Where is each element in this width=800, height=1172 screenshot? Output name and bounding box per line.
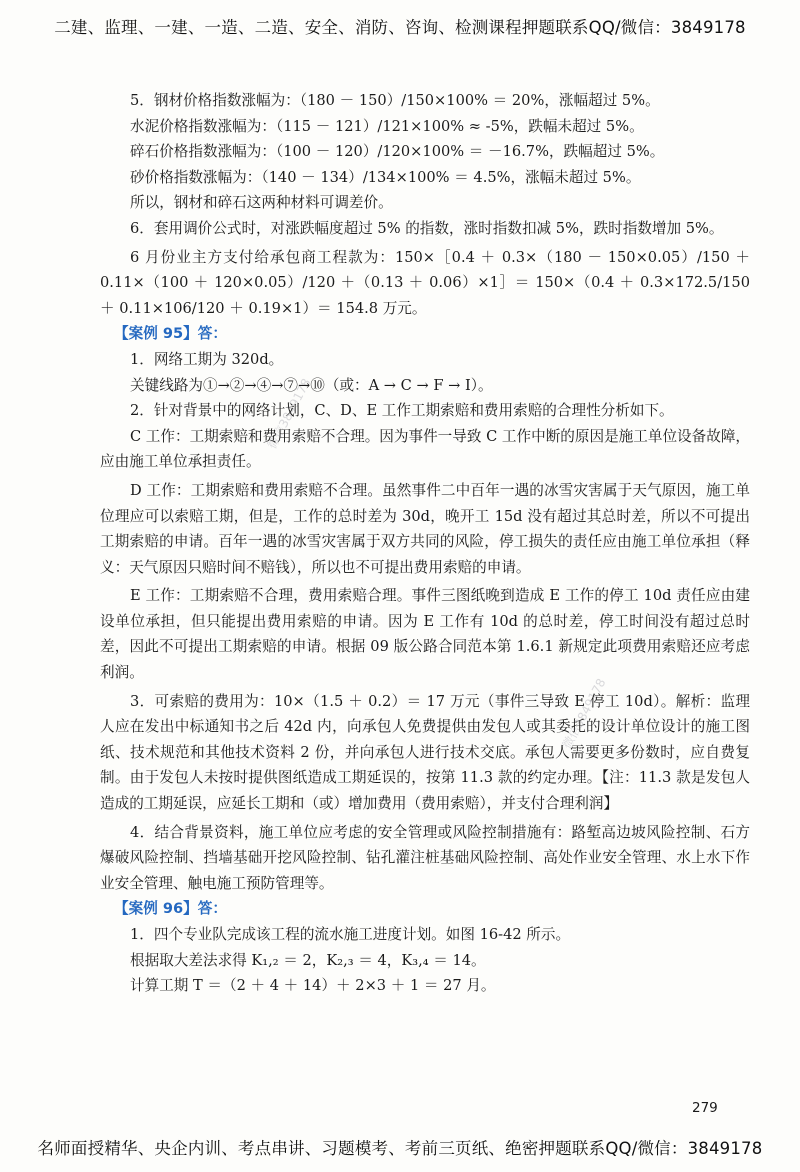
footer-banner: 名师面授精华、央企内训、考点串讲、习题模考、考前三页纸、绝密押题联系QQ/微信：3849178 [37,1139,763,1158]
page-number: 279 [692,1100,718,1116]
paragraph: 碎石价格指数涨幅为：（100 － 120）/120×100% ＝ －16.7%，跌幅超过 5%。 [130,143,665,161]
paragraph: 2．针对背景中的网络计划，C、D、E 工作工期索赔和费用索赔的合理性分析如下。 [130,402,674,420]
paragraph: 5．钢材价格指数涨幅为：（180 － 150）/150×100% ＝ 20%，涨幅超过 5%。 [130,92,660,109]
paragraph: 6 月份业主方支付给承包商工程款为：150×［0.4 ＋ 0.3×（180 － 150×0.05）/150 ＋ 0.11×（100 ＋ 120×0.05）/120 ＋（0.13 ＋ 0.06）×1］＝ 150×（0.4 ＋ 0.3×172.5/150 ＋ 0.11×106/120 ＋ 0.19×1）＝ 154.8 万元。 [100,248,750,317]
paragraph: 关键线路为①→②→④→⑦→⑩（或：A → C → F → I）。 [130,376,493,394]
paragraph: 所以，钢材和碎石这两种材料可调差价。 [130,194,393,212]
watermark: 微信3849178 [559,676,609,752]
paragraph: D 工作：工期索赔和费用索赔不合理。虽然事件二中百年一遇的冰雪灾害属于天气原因，施工单位理应可以索赔工期，但是，工作的总时差为 30d，晚开工 15d 没有超过其总时差，所以不可提出工期索赔的申请。百年一遇的冰雪灾害属于双方共同的风险，停工损失的责任应由施工单位承担（释义：天气原因只赔时间不赔钱），所以也不可提出费用索赔的申请。 [100,481,750,576]
paragraph: 6．套用调价公式时，对涨跌幅度超过 5% 的指数，涨时指数扣减 5%，跌时指数增加 5%。 [130,219,724,237]
document-body [100,88,750,999]
case-95-heading: 【案例 95】答： [114,325,227,343]
paragraph: 1．四个专业队完成该工程的流水施工进度计划。如图 16-42 所示。 [130,926,571,943]
paragraph: 水泥价格指数涨幅为：（115 － 121）/121×100% ≈ -5%，跌幅未超过 5%。 [130,117,644,135]
paragraph: 3．可索赔的费用为：10×（1.5 ＋ 0.2）＝ 17 万元（事件三导致 E 停工 10d）。解析：监理人应在发出中标通知书之后 42d 内，向承包人免费提供由发包人或其委托的设计单位设计的施工图纸、技术规范和其他技术资料 2 份，并向承包人进行技术交底。承包人需要更多份数时，应自费复制。由于发包人未按时提供图纸造成工期延误的，按第 11.3 款的约定办理。【注：11.3 款是发包人造成的工期延误，应延长工期和（或）增加费用（费用索赔），并支付合理利润】 [100,692,750,813]
paragraph: 4．结合背景资料，施工单位应考虑的安全管理或风险控制措施有：路堑高边坡风险控制、石方爆破风险控制、挡墙基础开挖风险控制、钻孔灌注桩基础风险控制、高处作业安全管理、水上水下作业安全管理、触电施工预防管理等。 [100,823,750,892]
paragraph: C 工作：工期索赔和费用索赔不合理。因为事件一导致 C 工作中断的原因是施工单位设备故障，应由施工单位承担责任。 [100,427,751,471]
paragraph: 根据取大差法求得 K₁,₂ ＝ 2，K₂,₃ ＝ 4，K₃,₄ ＝ 14。 [130,951,486,969]
paragraph: 计算工期 T ＝（2 ＋ 4 ＋ 14）＋ 2×3 ＋ 1 ＝ 27 月。 [130,977,496,995]
paragraph: 砂价格指数涨幅为：（140 － 134）/134×100% ＝ 4.5%，涨幅未超过 5%。 [130,168,641,186]
header-banner: 二建、监理、一建、一造、二造、安全、消防、咨询、检测课程押题联系QQ/微信：3849178 [54,18,746,37]
paragraph: 1．网络工期为 320d。 [130,350,284,368]
watermark: 微信3849178 [264,376,314,452]
paragraph: E 工作：工期索赔不合理，费用索赔合理。事件三图纸晚到造成 E 工作的停工 10d 责任应由建设单位承担，但只能提出费用索赔的申请。因为 E 工作有 10d 的总时差，停工时间没有超过总时差，因此不可提出工期索赔的申请。根据 09 版公路合同范本第 1.6.1 新规定此项费用索赔还应考虑利润。 [100,587,750,682]
case-96-heading: 【案例 96】答： [114,900,227,918]
